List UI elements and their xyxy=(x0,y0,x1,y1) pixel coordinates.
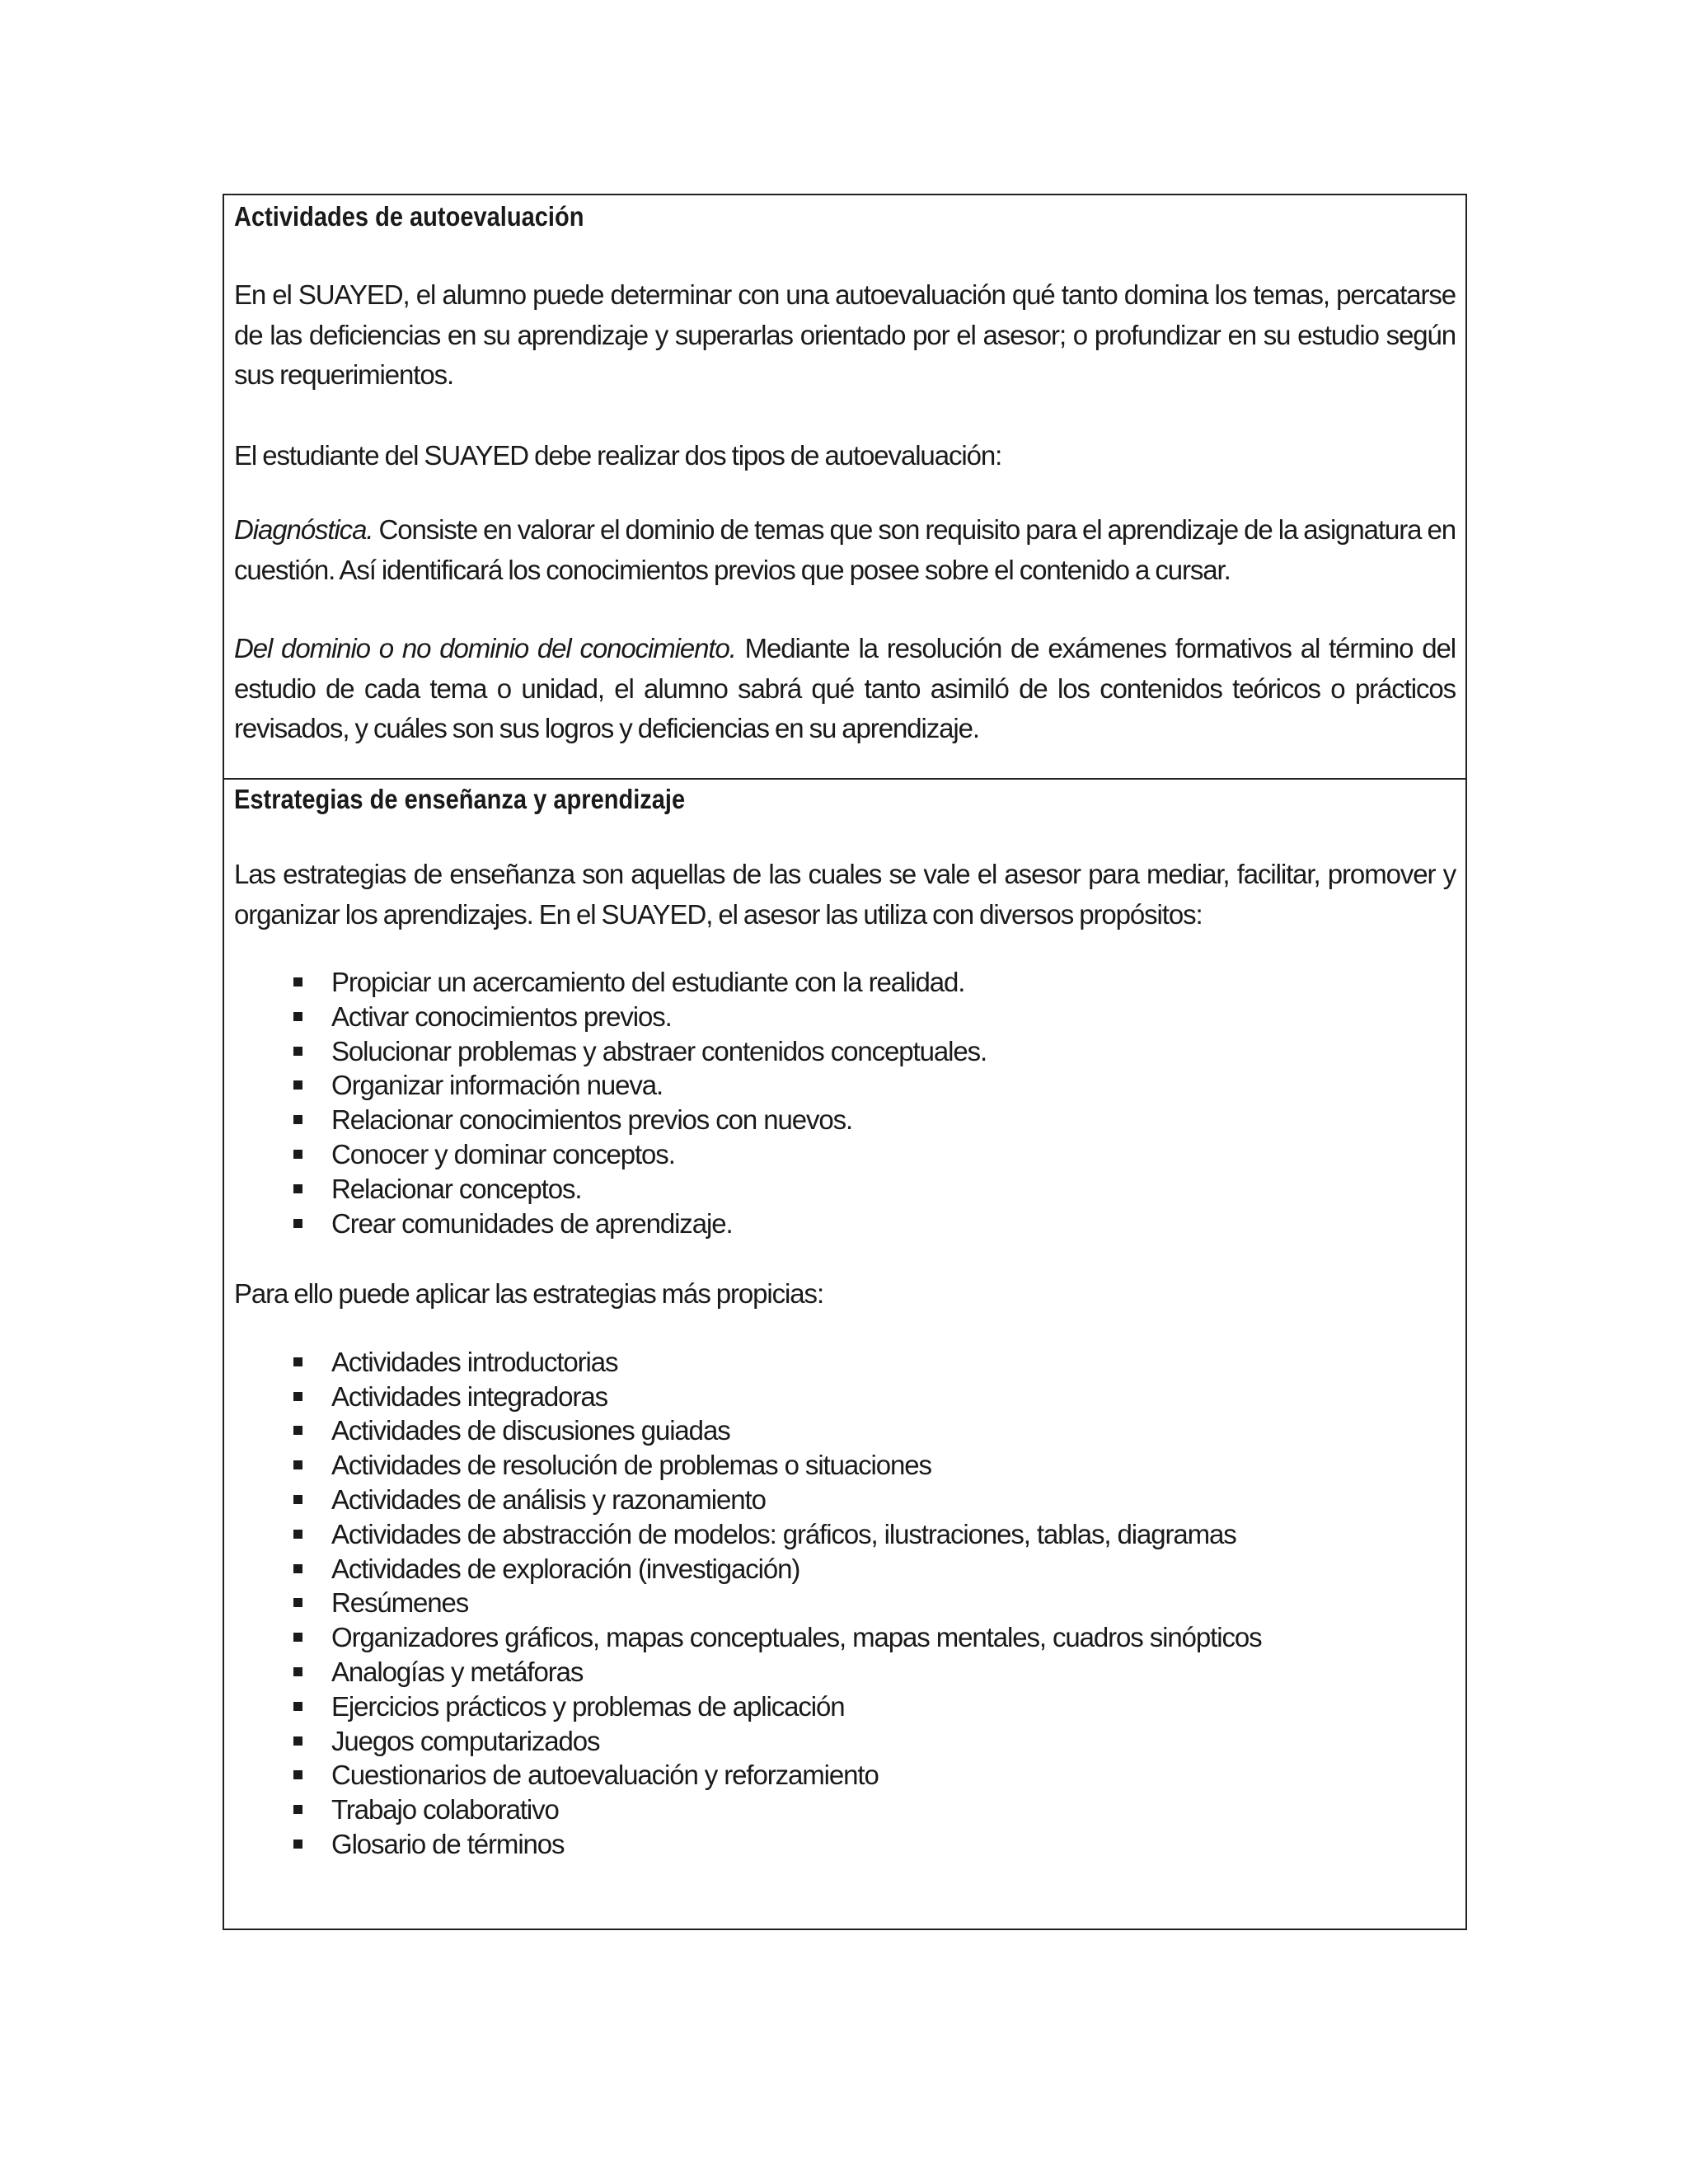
list-item: Solucionar problemas y abstraer contenidos conceptuales. xyxy=(234,1034,1456,1069)
square-bullet-icon xyxy=(293,1702,302,1711)
strategies-intro-paragraph: Las estrategias de enseñanza son aquellas de las cuales se vale el asesor para mediar, facilitar, promover y organizar los aprendizajes. En el SUAYED, el asesor las utiliza con diversos propósitos: xyxy=(234,859,1456,930)
diagnostic-paragraph xyxy=(234,510,1456,590)
list-item: Organizar información nueva. xyxy=(234,1068,1456,1103)
square-bullet-icon xyxy=(293,1392,302,1401)
section-heading-self-assessment: Actividades de autoevaluación xyxy=(234,201,584,232)
square-bullet-icon xyxy=(293,1426,302,1435)
square-bullet-icon xyxy=(293,1219,302,1228)
square-bullet-icon xyxy=(293,1530,302,1539)
teaching-strategies-cell xyxy=(224,780,1465,1929)
list-item: Actividades introductorias xyxy=(234,1345,1456,1380)
list-item: Actividades integradoras xyxy=(234,1380,1456,1414)
square-bullet-icon xyxy=(293,1080,302,1090)
list-item: Actividades de resolución de problemas o situaciones xyxy=(234,1448,1456,1483)
square-bullet-icon xyxy=(293,1805,302,1814)
diagnostic-description: Consiste en valorar el dominio de temas que son requisito para el aprendizaje de la asignatura en cuestión. Así identificará los conocimientos previos que posee sobre el contenido a cursar. xyxy=(234,514,1456,585)
list-item: Organizadores gráficos, mapas conceptuales, mapas mentales, cuadros sinópticos xyxy=(234,1620,1456,1655)
strategies-list xyxy=(234,1345,1456,1862)
mastery-description: Mediante la resolución de exámenes formativos al término del estudio de cada tema o unidad, el alumno sabrá qué tanto asimiló de los contenidos teóricos o prácticos revisados, y cuáles son sus logros y deficiencias en su aprendizaje. xyxy=(234,633,1456,743)
strategies-lead-paragraph: Para ello puede aplicar las estrategias más propicias: xyxy=(234,1278,824,1310)
square-bullet-icon xyxy=(293,1357,302,1366)
square-bullet-icon xyxy=(293,1495,302,1504)
purposes-list xyxy=(234,965,1456,1240)
square-bullet-icon xyxy=(293,1460,302,1469)
square-bullet-icon xyxy=(293,1184,302,1193)
square-bullet-icon xyxy=(293,1770,302,1779)
square-bullet-icon xyxy=(293,1012,302,1021)
list-item: Resúmenes xyxy=(234,1586,1456,1620)
square-bullet-icon xyxy=(293,1115,302,1124)
section-heading-strategies: Estrategias de enseñanza y aprendizaje xyxy=(234,784,686,814)
square-bullet-icon xyxy=(293,1633,302,1642)
list-item: Activar conocimientos previos. xyxy=(234,1000,1456,1034)
square-bullet-icon xyxy=(293,1150,302,1159)
list-item: Trabajo colaborativo xyxy=(234,1793,1456,1827)
list-item: Conocer y dominar conceptos. xyxy=(234,1137,1456,1172)
square-bullet-icon xyxy=(293,1667,302,1676)
square-bullet-icon xyxy=(293,977,302,987)
square-bullet-icon xyxy=(293,1047,302,1056)
list-item: Relacionar conocimientos previos con nuevos. xyxy=(234,1103,1456,1137)
list-item: Actividades de discusiones guiadas xyxy=(234,1413,1456,1448)
self-assessment-cell xyxy=(224,195,1465,780)
list-item: Actividades de exploración (investigación) xyxy=(234,1552,1456,1586)
square-bullet-icon xyxy=(293,1564,302,1573)
list-item: Juegos computarizados xyxy=(234,1724,1456,1759)
diagnostic-term: Diagnóstica. xyxy=(234,514,373,545)
list-item: Propiciar un acercamiento del estudiante con la realidad. xyxy=(234,965,1456,1000)
content-table xyxy=(223,194,1467,1930)
list-item: Actividades de abstracción de modelos: gráficos, ilustraciones, tablas, diagramas xyxy=(234,1517,1456,1552)
square-bullet-icon xyxy=(293,1840,302,1849)
list-item: Glosario de términos xyxy=(234,1827,1456,1862)
square-bullet-icon xyxy=(293,1598,302,1607)
list-item: Analogías y metáforas xyxy=(234,1655,1456,1690)
list-item: Actividades de análisis y razonamiento xyxy=(234,1483,1456,1517)
list-item: Relacionar conceptos. xyxy=(234,1172,1456,1207)
mastery-paragraph xyxy=(234,629,1456,749)
square-bullet-icon xyxy=(293,1736,302,1746)
list-item: Ejercicios prácticos y problemas de aplicación xyxy=(234,1690,1456,1724)
assessment-types-paragraph: El estudiante del SUAYED debe realizar dos tipos de autoevaluación: xyxy=(234,439,1002,471)
mastery-term: Del dominio o no dominio del conocimiento. xyxy=(234,633,736,663)
self-assessment-intro-paragraph: En el SUAYED, el alumno puede determinar con una autoevaluación qué tanto domina los temas, percatarse de las deficiencias en su aprendizaje y superarlas orientado por el asesor; o profundizar en su estudio según sus requerimientos. xyxy=(234,279,1456,390)
list-item: Cuestionarios de autoevaluación y reforzamiento xyxy=(234,1758,1456,1793)
list-item: Crear comunidades de aprendizaje. xyxy=(234,1207,1456,1241)
